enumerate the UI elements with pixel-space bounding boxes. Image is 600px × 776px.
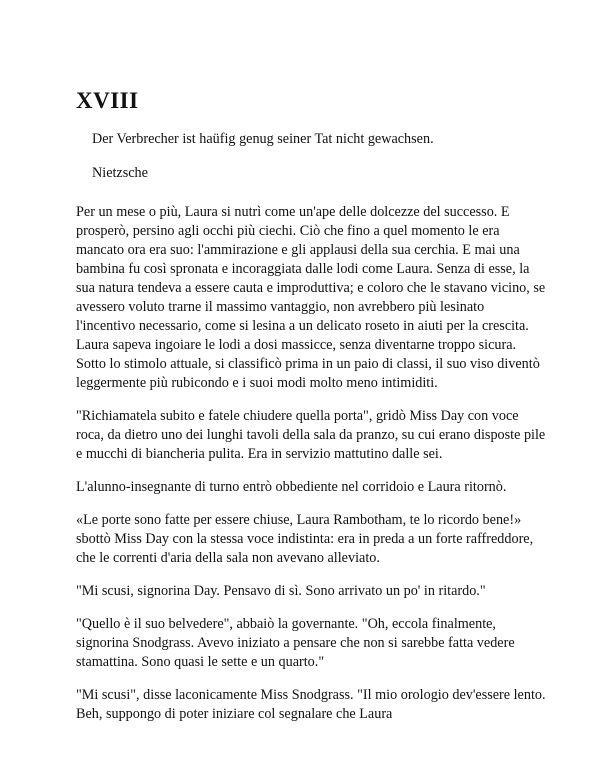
paragraph: «Le porte sono fatte per essere chiuse, Laura Rambotham, te lo ricordo bene!» sbottò Miss Day con la stessa voce indistinta: era in preda a un forte raffreddore, che le correnti d'aria della sala non avevano alleviato. [76,512,534,566]
paragraph: "Quello è il suo belvedere", abbaiò la governante. "Oh, eccola finalmente, signorina Snodgrass. Avevo iniziato a pensare che non si sarebbe fatta vedere stamattina. Sono quasi le sette e un quarto." [76,616,515,670]
paragraph: "Richiamatela subito e fatele chiudere quella porta", gridò Miss Day con voce roca, da dietro uno dei lunghi tavoli della sala da pranzo, su cui erano disposte pile e mucchi di biancheria pulita. Era in servizio mattutino dalle sei. [76,408,546,462]
epigraph-quote: Der Verbrecher ist haüfig genug seiner Tat nicht gewachsen. [92,131,434,147]
epigraph-author: Nietzsche [92,165,148,181]
paragraph: Per un mese o più, Laura si nutrì come un'ape delle dolcezze del successo. E prosperò, persino agli occhi più ciechi. Ciò che fino a quel momento le era mancato ora era suo: l'ammirazione e gli applausi della sua cerchia. E mai una bambina fu così spronata e incoraggiata dalle lodi come Laura. Senza di esse, la sua natura tendeva a essere cauta e improduttiva; e coloro che le stavano vicino, se avessero voluto trarne il massimo vantaggio, non avrebbero più lesinato l'incentivo necessario, come si lesina a un delicato roseto in aiuti per la crescita. Laura sapeva ingoiare le lodi a dosi massicce, senza diventarne troppo sicura. Sotto lo stimolo attuale, si classificò prima in un paio di classi, il suo viso diventò leggermente più rubicondo e i suoi modi molto meno intimiditi. [76,204,546,391]
paragraph: "Mi scusi, signorina Day. Pensavo di sì. Sono arrivato un po' in ritardo." [76,583,486,599]
document-page [76,88,546,738]
paragraph: L'alunno-insegnante di turno entrò obbediente nel corridoio e Laura ritornò. [76,479,507,495]
paragraph: "Mi scusi", disse laconicamente Miss Snodgrass. "Il mio orologio dev'essere lento. Beh, suppongo di poter iniziare col segnalare che Laura [76,687,546,722]
chapter-title: XVIII [76,88,139,113]
